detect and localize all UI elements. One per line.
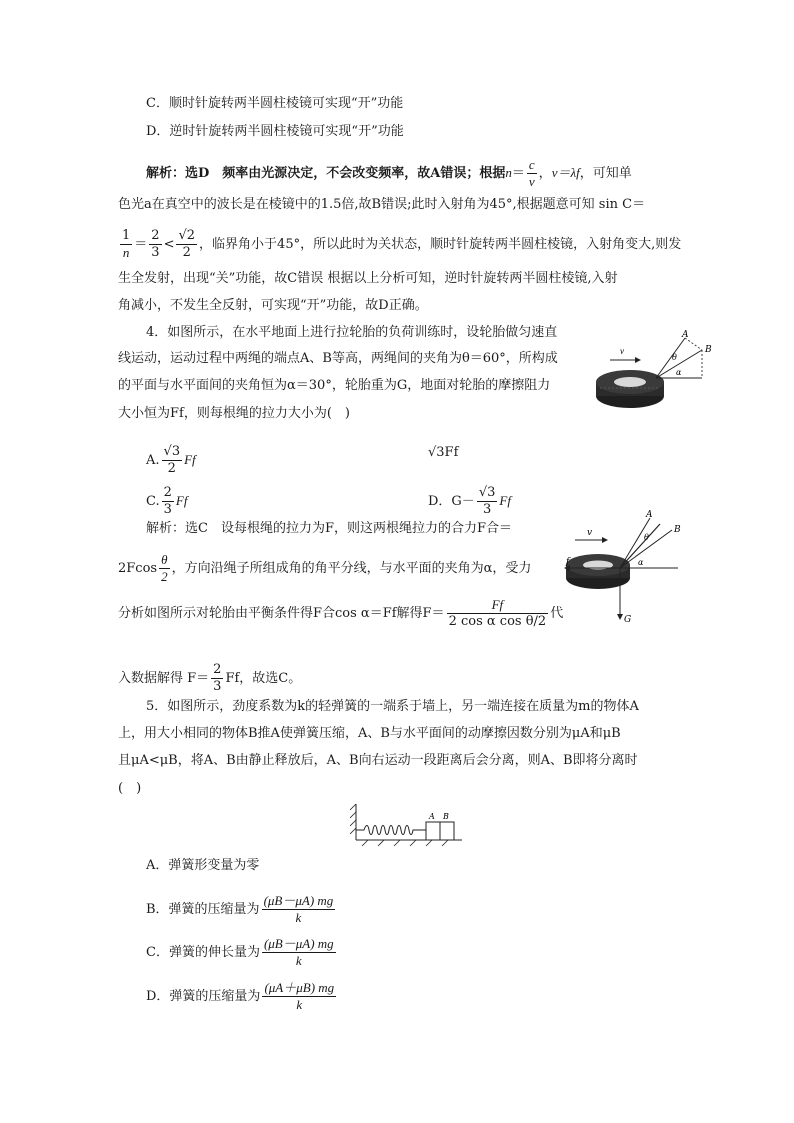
block-a (426, 822, 440, 840)
velocity-label: v (587, 528, 593, 538)
point-b-label: B (674, 525, 681, 535)
solution-4-text-a: 入数据解得 F＝ (118, 671, 210, 686)
fraction-den: 3 (482, 502, 492, 517)
question-5-line-3: 且μA<μB，将A、B由静止释放后，A、B向右运动一段距离后会分离，则A、B即将分离时 (118, 753, 638, 768)
solution-3-line-5: 角减小，不发生全反射，可实现“开”功能，故D正确。 (118, 298, 428, 313)
fraction-num: (μB－μA) mg (263, 893, 334, 908)
theta-label: θ (644, 533, 649, 542)
theta-label: θ (672, 353, 677, 362)
block-b (440, 822, 454, 840)
tire (596, 370, 664, 408)
solution-4-line-4 (118, 662, 301, 695)
question-4-line-1: 4．如图所示，在水平地面上进行拉轮胎的负荷训练时，设轮胎做匀速直 (146, 325, 558, 340)
solution-3-text: ，临界角小于45°，所以此时为关状态，顺时针旋转两半圆柱棱镜，入射角变大,则发 (199, 237, 682, 252)
fraction-num: 2 (151, 228, 160, 243)
q4-option-a (146, 444, 196, 477)
fraction-den: k (295, 910, 302, 925)
comma: ， (538, 166, 552, 181)
question-4-line-4: 大小恒为Ff，则每根绳的拉力大小为( ) (118, 406, 350, 421)
spring-figure (350, 800, 470, 850)
force-diagram (560, 508, 700, 633)
q5-option-b (146, 893, 337, 926)
fraction-num: c (528, 157, 535, 172)
solution-4-line-3 (118, 597, 563, 630)
option-d-prev: D．逆时针旋转两半圆柱棱镜可实现“开”功能 (146, 124, 404, 139)
solution-3-line-3 (118, 228, 681, 261)
block-b-label: B (443, 812, 449, 821)
fraction-den: 2 (167, 461, 176, 476)
fraction-num: (μA＋μB) mg (264, 980, 335, 995)
fraction-1-over-n (120, 228, 132, 261)
solution-4-line-2 (118, 552, 531, 585)
option-c-prev: C．顺时针旋转两半圆柱棱镜可实现“开”功能 (146, 96, 404, 111)
fraction-2-over-3 (149, 228, 161, 261)
question-5-line-4: ( ) (118, 781, 142, 796)
fraction-sqrt2-over-2 (176, 228, 197, 261)
fraction (162, 444, 183, 477)
fraction-num: 2 (213, 662, 222, 677)
q5-option-a: A．弹簧形变量为零 (146, 858, 260, 873)
equals: ＝ (511, 166, 525, 181)
q4-option-d (428, 485, 511, 518)
fraction-den: n (122, 245, 130, 260)
question-5-line-1: 5．如图所示，劲度系数为k的轻弹簧的一端系于墙上，另一端连接在质量为m的物体A (146, 699, 639, 714)
fraction (162, 485, 174, 518)
fraction-num: Ff (447, 597, 549, 614)
fraction-num: 2 (163, 485, 172, 500)
solution-3-text-a: 解析：选D 频率由光源决定，不会改变频率，故A错误；根据 (146, 166, 506, 181)
fraction-den: k (295, 953, 302, 968)
q5-option-c (146, 936, 338, 969)
equals: ＝ (134, 237, 148, 252)
question-5-line-2: 上，用大小相同的物体B推A使弹簧压缩，A、B与水平面间的动摩擦因数分别为μA和μB (118, 726, 621, 741)
fraction-c-over-v (527, 157, 537, 190)
block-a-label: A (429, 812, 435, 821)
fraction-num: √2 (178, 228, 196, 243)
option-label: B．弹簧的压缩量为 (146, 902, 260, 917)
point-b-label: B (705, 345, 712, 355)
fraction (262, 980, 336, 1013)
fraction-den: 2 (182, 245, 191, 260)
fraction-theta-over-2 (159, 552, 170, 585)
solution-4-text-b: Ff，故选C。 (225, 671, 302, 686)
fraction-den: 3 (151, 245, 160, 260)
solution-4-text-a: 分析如图所示对轮胎由平衡条件得F合cos α＝Ff解得F＝ (118, 606, 445, 621)
tire-figure (590, 330, 730, 420)
fraction (262, 893, 336, 926)
fraction-den: 2 (161, 569, 168, 584)
option-label: A. (146, 453, 160, 468)
q5-option-d (146, 980, 338, 1013)
velocity-arrow (575, 528, 608, 543)
fraction-num: θ (159, 552, 170, 569)
spring (356, 826, 426, 835)
fraction-num: (μB－μA) mg (263, 936, 334, 951)
fraction (477, 485, 498, 518)
wall (350, 804, 356, 840)
option-label: D．弹簧的压缩量为 (146, 989, 261, 1004)
solution-3-line-1 (146, 157, 632, 190)
fraction-den: 3 (213, 679, 222, 694)
option-label: D．G－ (428, 494, 475, 509)
option-tail: Ff (499, 493, 511, 508)
q4-option-b: √3Ff (428, 445, 459, 460)
fraction-den: v (528, 174, 535, 189)
fraction-num: √3 (478, 485, 496, 500)
fraction-2-over-3 (211, 662, 223, 695)
ropes (656, 330, 712, 378)
fraction-den: k (296, 997, 303, 1012)
less-than: < (163, 237, 175, 252)
velocity-label: v (620, 346, 624, 356)
solution-3-line-2: 色光a在真空中的波长是在棱镜中的1.5倍,故B错误;此时入射角为45°,根据题意可知 sin C＝ (118, 197, 646, 212)
forces (564, 510, 681, 625)
solution-4-text-b: 代 (550, 606, 564, 621)
option-tail: Ff (184, 452, 196, 467)
q4-option-c (146, 485, 187, 518)
var-n: n (505, 165, 512, 180)
fraction-den: 3 (163, 502, 172, 517)
friction-label: f (566, 557, 570, 567)
fraction-num: √3 (163, 444, 181, 459)
question-4-line-3: 的平面与水平面间的夹角恒为α＝30°，轮胎重为G，地面对轮胎的摩擦阻力 (118, 378, 551, 393)
point-a-label: A (646, 510, 653, 520)
wave-eq: v＝λf (551, 165, 580, 180)
solution-4-text-a: 2Fcos (118, 561, 158, 576)
fraction-force (447, 597, 549, 630)
ground (356, 840, 462, 846)
fraction-den: 2 cos α cos θ/2 (448, 614, 547, 629)
question-4-line-2: 线运动，运动过程中两绳的端点A、B等高，两绳间的夹角为θ＝60°，所构成 (118, 351, 558, 366)
gravity-label: G (624, 615, 632, 625)
solution-3-line-4: 生全发射，出现“关”功能，故C错误 根据以上分析可知，逆时针旋转两半圆柱棱镜,入射 (118, 271, 618, 286)
velocity-arrow (610, 346, 641, 363)
option-tail: Ff (175, 493, 188, 508)
solution-4-text-b: ，方向沿绳子所组成角的角平分线，与水平面的夹角为α，受力 (171, 561, 532, 576)
point-a-label: A (682, 330, 689, 340)
alpha-label: α (676, 368, 682, 377)
alpha-label: α (638, 558, 644, 567)
option-label: C. (146, 494, 160, 509)
option-label: C．弹簧的伸长量为 (146, 945, 260, 960)
solution-4-line-1: 解析：选C 设每根绳的拉力为F，则这两根绳拉力的合力F合＝ (146, 521, 512, 536)
solution-3-text-d: ，可知单 (579, 166, 632, 181)
fraction-num: 1 (122, 228, 131, 243)
fraction (262, 936, 336, 969)
